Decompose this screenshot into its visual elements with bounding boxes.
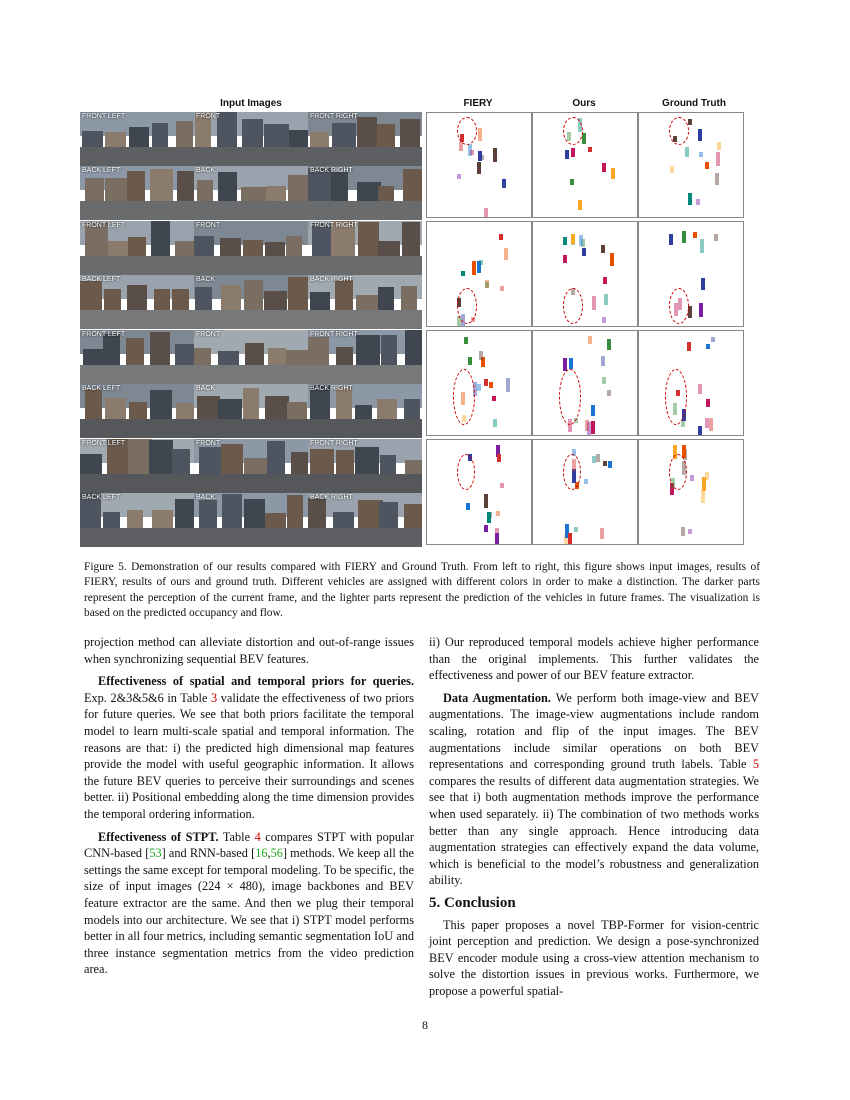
- vehicle-mark: [569, 358, 573, 369]
- vehicle-mark: [502, 179, 506, 188]
- highlight-ellipse: [563, 454, 581, 490]
- camera-label: BACK RIGHT: [310, 276, 353, 283]
- vehicle-mark: [493, 148, 497, 162]
- highlight-ellipse: [563, 117, 583, 145]
- vehicle-mark: [603, 461, 607, 466]
- highlight-ellipse: [669, 117, 689, 145]
- camera-grid: [80, 439, 422, 547]
- camera-image: [194, 330, 308, 384]
- vehicle-mark: [574, 527, 578, 532]
- vehicle-mark: [585, 420, 589, 431]
- camera-image: [80, 166, 194, 220]
- camera-grid: [80, 330, 422, 438]
- citation-link[interactable]: 53: [149, 846, 162, 861]
- vehicle-mark: [493, 419, 497, 427]
- vehicle-mark: [607, 339, 611, 350]
- vehicle-mark: [600, 528, 604, 539]
- vehicle-mark: [696, 199, 700, 205]
- vehicle-mark: [485, 282, 489, 288]
- vehicle-mark: [688, 193, 692, 205]
- vehicle-mark: [506, 378, 510, 392]
- camera-label: FRONT RIGHT: [310, 331, 358, 338]
- camera-image: [194, 384, 308, 438]
- vehicle-mark: [584, 479, 588, 484]
- paragraph: projection method can alleviate distortion and out-of-range issues when synchronizing sequential BEV features.: [84, 635, 414, 666]
- vehicle-mark: [588, 336, 592, 344]
- camera-label: BACK LEFT: [82, 385, 121, 392]
- table-ref-link[interactable]: 5: [752, 757, 759, 772]
- vehicle-mark: [570, 179, 574, 185]
- vehicle-mark: [687, 342, 691, 351]
- camera-label: FRONT: [196, 440, 221, 447]
- camera-image: [308, 330, 422, 384]
- paragraph-heading: Effectiveness of STPT.: [98, 829, 219, 844]
- vehicle-mark: [478, 151, 482, 161]
- camera-image: [194, 493, 308, 547]
- vehicle-mark: [484, 494, 488, 508]
- paragraph: Data Augmentation. We perform both image-view and BEV augmentations. The image-view augmentations include random scaling, rotation and flip of the input images. The BEV augmentations include similar operations on both BEV representations and corresponding ground truth labels. Table 5 compares the results of different data augmentation strategies. We see that i) both augmentation methods improve the performance when used separately. ii) The combination of two methods works better than any single approach. Hence introducing data augmentation strategies can effectively expand the data volume, which is beneficial to the model’s robustness and generalization ability.: [429, 690, 759, 888]
- table-ref-link[interactable]: 4: [254, 829, 261, 844]
- vehicle-mark: [592, 296, 596, 310]
- bev-panel-ours: [532, 330, 638, 436]
- vehicle-mark: [504, 248, 508, 260]
- vehicle-mark: [699, 303, 703, 317]
- vehicle-mark: [484, 525, 488, 532]
- vehicle-mark: [701, 278, 705, 290]
- vehicle-mark: [470, 150, 474, 155]
- camera-label: FRONT LEFT: [82, 113, 126, 120]
- vehicle-mark: [464, 337, 468, 344]
- camera-image: [308, 493, 422, 547]
- camera-grid: [80, 112, 422, 220]
- camera-label: FRONT RIGHT: [310, 440, 358, 447]
- vehicle-mark: [698, 384, 702, 394]
- vehicle-mark: [571, 148, 575, 157]
- vehicle-mark: [688, 119, 692, 125]
- bev-panel-ours: [532, 112, 638, 218]
- header-ground-truth: Ground Truth: [662, 98, 726, 109]
- bev-panel-ground-truth: [638, 330, 744, 436]
- vehicle-mark: [715, 173, 719, 185]
- vehicle-mark: [571, 234, 575, 244]
- paragraph: Effectiveness of STPT. Table 4 compares STPT with popular CNN-based [53] and RNN-based [16,56] methods. We keep all the settings the same except for temporal modeling. To be specific, the size of input images (224 × 480), image backbones and BEV feature extractor are the same. And then we plug their temporal models into our architecture. We see that i) STPT model performs better in all four metrics, including semantic segmentation IoU and three instance segmentation metrics from the video prediction area.: [84, 829, 414, 977]
- bev-panel-ground-truth: [638, 112, 744, 218]
- vehicle-mark: [496, 511, 500, 516]
- camera-label: BACK: [196, 276, 216, 283]
- vehicle-mark: [711, 337, 715, 342]
- camera-image: [308, 221, 422, 275]
- highlight-ellipse: [665, 369, 687, 425]
- vehicle-mark: [484, 379, 488, 386]
- highlight-ellipse: [453, 369, 475, 425]
- vehicle-mark: [596, 454, 600, 462]
- vehicle-mark: [693, 232, 697, 238]
- highlight-ellipse: [457, 288, 477, 324]
- vehicle-mark: [610, 253, 614, 266]
- camera-image: [194, 221, 308, 275]
- right-column: [429, 634, 759, 1005]
- highlight-ellipse: [563, 288, 583, 324]
- camera-image: [194, 275, 308, 329]
- camera-label: FRONT LEFT: [82, 222, 126, 229]
- header-ours: Ours: [572, 98, 596, 109]
- vehicle-mark: [701, 490, 705, 503]
- vehicle-mark: [563, 237, 567, 245]
- vehicle-mark: [479, 351, 483, 360]
- vehicle-mark: [682, 231, 686, 243]
- vehicle-mark: [563, 255, 567, 263]
- vehicle-mark: [702, 477, 706, 491]
- camera-label: BACK RIGHT: [310, 494, 353, 501]
- bev-panel-ours: [532, 221, 638, 327]
- vehicle-mark: [690, 475, 694, 481]
- vehicle-mark: [714, 234, 718, 241]
- vehicle-mark: [499, 234, 503, 240]
- vehicle-mark: [578, 200, 582, 210]
- camera-image: [80, 221, 194, 275]
- camera-image: [80, 439, 194, 493]
- vehicle-mark: [669, 234, 673, 245]
- left-column: [84, 634, 414, 984]
- camera-label: FRONT: [196, 113, 221, 120]
- vehicle-mark: [608, 461, 612, 468]
- vehicle-mark: [477, 162, 481, 174]
- bev-panel-fiery: [426, 439, 532, 545]
- vehicle-mark: [607, 390, 611, 396]
- paragraph: This paper proposes a novel TBP-Former for vision-centric joint perception and prediction. We design a pose-synchronized BEV encoder module using a cross-view attention mechanism to solve the distortion issues in previous works. Furthermore, we propose a powerful spatial-: [429, 917, 759, 998]
- vehicle-mark: [487, 512, 491, 523]
- vehicle-mark: [500, 483, 504, 488]
- camera-image: [80, 330, 194, 384]
- vehicle-mark: [489, 382, 493, 388]
- vehicle-mark: [591, 405, 595, 416]
- vehicle-mark: [602, 317, 606, 323]
- camera-image: [194, 112, 308, 166]
- vehicle-mark: [705, 162, 709, 169]
- camera-label: BACK LEFT: [82, 167, 121, 174]
- vehicle-mark: [706, 399, 710, 407]
- camera-image: [80, 493, 194, 547]
- vehicle-mark: [495, 528, 499, 533]
- vehicle-mark: [716, 152, 720, 166]
- highlight-ellipse: [457, 454, 475, 490]
- bev-panel-fiery: [426, 112, 532, 218]
- camera-image: [194, 439, 308, 493]
- vehicle-mark: [588, 147, 592, 152]
- camera-label: BACK RIGHT: [310, 385, 353, 392]
- vehicle-mark: [602, 377, 606, 384]
- citation-link[interactable]: 56: [270, 846, 283, 861]
- camera-image: [308, 112, 422, 166]
- vehicle-mark: [495, 533, 499, 544]
- vehicle-mark: [611, 168, 615, 179]
- camera-label: BACK: [196, 167, 216, 174]
- vehicle-mark: [681, 421, 685, 427]
- camera-label: FRONT LEFT: [82, 331, 126, 338]
- camera-image: [80, 275, 194, 329]
- vehicle-mark: [699, 152, 703, 157]
- bev-panel-fiery: [426, 221, 532, 327]
- highlight-ellipse: [457, 117, 477, 145]
- vehicle-mark: [601, 245, 605, 253]
- bev-panel-ground-truth: [638, 221, 744, 327]
- figure-5: [80, 98, 750, 548]
- bev-panel-ground-truth: [638, 439, 744, 545]
- vehicle-mark: [457, 174, 461, 179]
- vehicle-mark: [472, 261, 476, 275]
- vehicle-mark: [478, 128, 482, 141]
- bev-panel-fiery: [426, 330, 532, 436]
- camera-image: [308, 384, 422, 438]
- vehicle-mark: [565, 150, 569, 159]
- vehicle-mark: [685, 147, 689, 157]
- camera-image: [194, 166, 308, 220]
- vehicle-mark: [466, 503, 470, 510]
- vehicle-mark: [579, 235, 583, 246]
- camera-image: [308, 166, 422, 220]
- vehicle-mark: [698, 129, 702, 141]
- vehicle-mark: [698, 426, 702, 435]
- vehicle-mark: [717, 142, 721, 150]
- paragraph: ii) Our reproduced temporal models achieve higher performance than the original implements. This further validates the effectiveness and power of our BEV feature extractor.: [429, 635, 759, 683]
- section-title: 5. Conclusion: [429, 894, 516, 911]
- vehicle-mark: [602, 163, 606, 172]
- camera-label: FRONT: [196, 331, 221, 338]
- vehicle-mark: [468, 357, 472, 365]
- paragraph-heading: Effectiveness of spatial and temporal priors for queries.: [98, 674, 414, 689]
- highlight-ellipse: [669, 288, 689, 324]
- camera-label: FRONT RIGHT: [310, 113, 358, 120]
- vehicle-mark: [500, 286, 504, 291]
- camera-image: [308, 275, 422, 329]
- highlight-ellipse: [559, 369, 581, 425]
- vehicle-mark: [688, 529, 692, 534]
- camera-image: [80, 384, 194, 438]
- paragraph-heading: Data Augmentation.: [443, 690, 551, 705]
- vehicle-mark: [604, 294, 608, 305]
- camera-image: [308, 439, 422, 493]
- vehicle-mark: [479, 260, 483, 265]
- camera-label: BACK LEFT: [82, 276, 121, 283]
- highlight-ellipse: [669, 454, 687, 490]
- vehicle-mark: [603, 277, 607, 284]
- vehicle-mark: [568, 533, 572, 545]
- vehicle-mark: [706, 344, 710, 349]
- header-input-images: Input Images: [220, 98, 282, 109]
- camera-label: BACK: [196, 385, 216, 392]
- paragraph: Effectiveness of spatial and temporal priors for queries. Exp. 2&3&5&6 in Table 3 validate the effectiveness of two priors for future queries. We see that both priors facilitate the temporal model to learn multi-scale spatial and temporal information. The reasons are that: i) the predicted high dimensional map features provide the model with useful geographic information. It allows the future BEV queries to perceive their surroundings and scenes better. ii) Positional embedding along the time dimension provides the temporal ordering information.: [84, 674, 414, 821]
- vehicle-mark: [681, 527, 685, 536]
- vehicle-mark: [461, 271, 465, 276]
- vehicle-mark: [484, 208, 488, 218]
- figure-caption: Figure 5. Demonstration of our results compared with FIERY and Ground Truth. From left to right, this figure shows input images, results of FIERY, results of ours and ground truth. Different vehicles are assigned with different colors in order to make a distinction. The darker parts represent the perception of the current frame, and the lighter parts represent the prediction of the vehicles in future frames. The visualization is based on the predicted occupancy and flow.: [84, 561, 760, 619]
- vehicle-mark: [492, 396, 496, 401]
- camera-label: BACK RIGHT: [310, 167, 353, 174]
- header-fiery: FIERY: [463, 98, 493, 109]
- vehicle-mark: [582, 248, 586, 256]
- vehicle-mark: [477, 384, 481, 391]
- vehicle-mark: [670, 166, 674, 173]
- page-number: 8: [422, 1018, 428, 1032]
- camera-image: [80, 112, 194, 166]
- vehicle-mark: [700, 239, 704, 253]
- camera-label: BACK LEFT: [82, 494, 121, 501]
- vehicle-mark: [591, 421, 595, 434]
- citation-link[interactable]: 16: [255, 846, 268, 861]
- camera-grid: [80, 221, 422, 329]
- vehicle-mark: [601, 356, 605, 366]
- vehicle-mark: [709, 418, 713, 431]
- camera-label: FRONT LEFT: [82, 440, 126, 447]
- vehicle-mark: [497, 454, 501, 462]
- bev-panel-ours: [532, 439, 638, 545]
- camera-label: BACK: [196, 494, 216, 501]
- camera-label: FRONT RIGHT: [310, 222, 358, 229]
- table-ref-link[interactable]: 3: [211, 690, 218, 705]
- camera-label: FRONT: [196, 222, 221, 229]
